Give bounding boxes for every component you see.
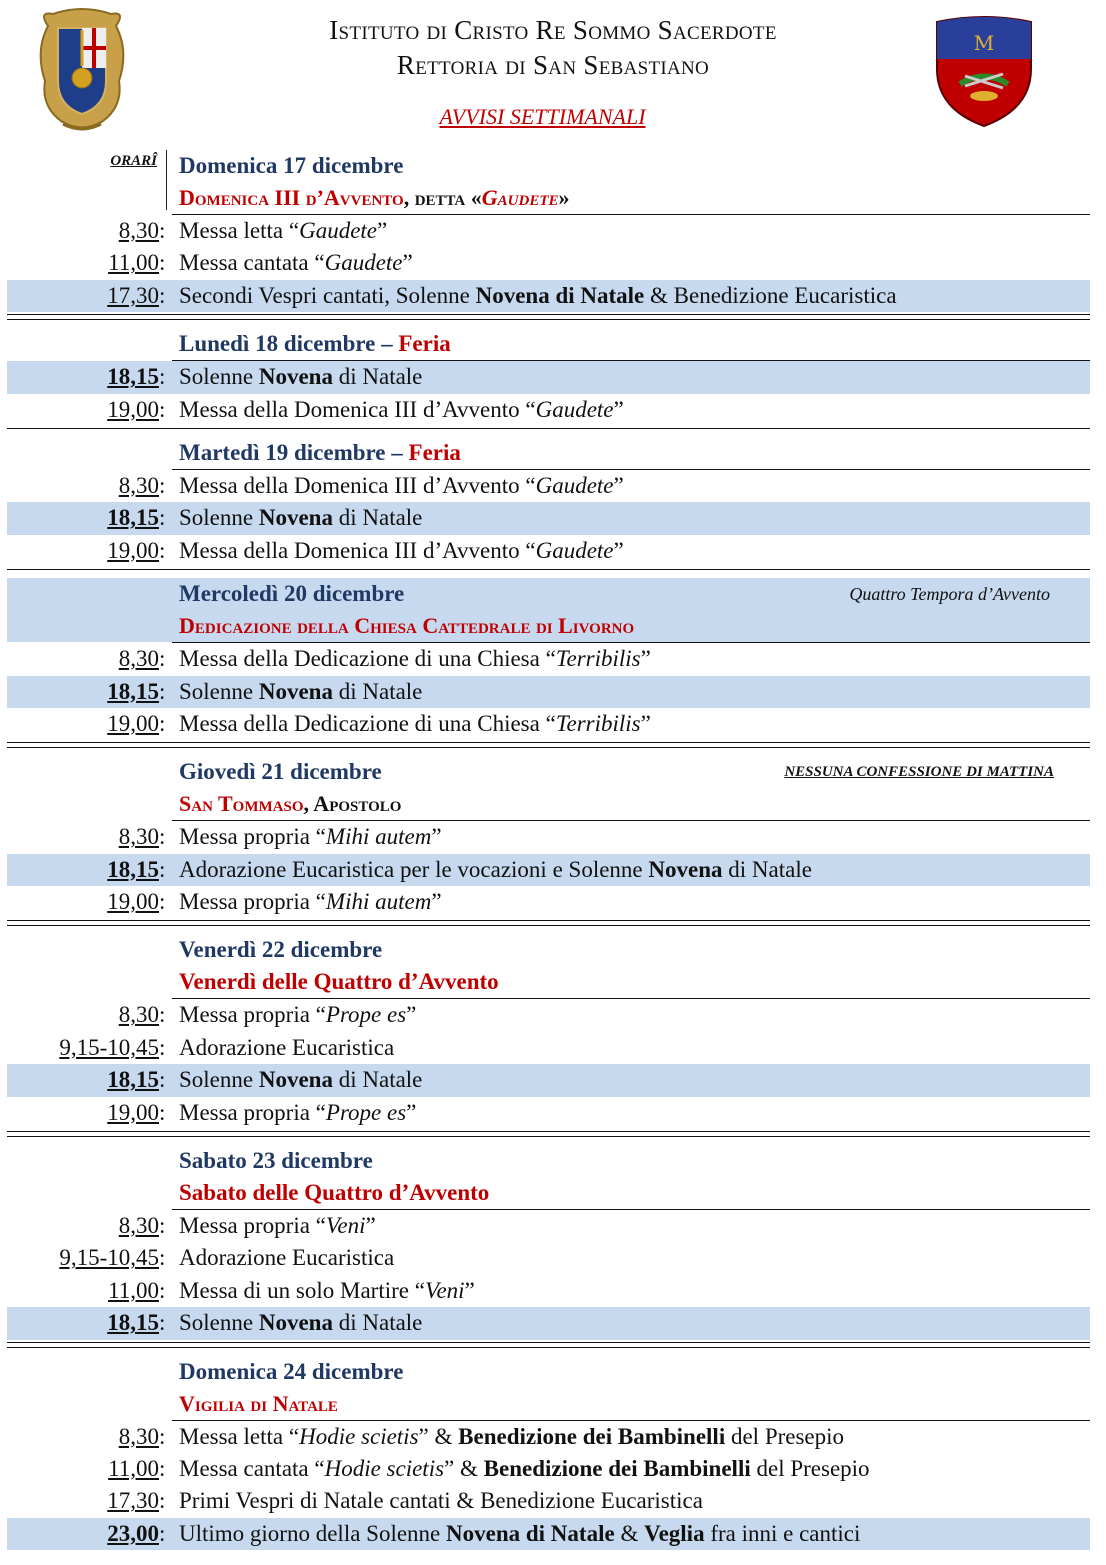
event-description: Messa propria “Prope es”: [179, 1099, 417, 1125]
time-colon: :: [159, 1067, 166, 1093]
event-time: 8,30: [118, 1002, 159, 1028]
day-name: Sabato 23 dicembre: [179, 1148, 373, 1174]
highlight-text: Benedizione dei Bambinelli: [458, 1423, 726, 1449]
day-header: [7, 1356, 1090, 1420]
highlight-text: Veglia: [644, 1520, 705, 1546]
highlight-text: Benedizione dei Bambinelli: [483, 1455, 751, 1481]
day-separator: [7, 428, 1090, 429]
time-colon: :: [159, 505, 166, 531]
mass-introit: Gaudete: [535, 396, 614, 422]
schedule-row: [7, 854, 1090, 886]
event-time: 8,30: [118, 472, 159, 498]
day-header: [7, 437, 1090, 469]
time-colon: :: [159, 537, 166, 563]
schedule-row: [7, 999, 1090, 1031]
time-colon: :: [159, 1520, 166, 1546]
time-colon: :: [159, 1099, 166, 1125]
schedule-row: [7, 643, 1090, 675]
day-name: Lunedì 18 dicembre – Feria: [179, 331, 451, 357]
event-description: Solenne Novena di Natale: [179, 1310, 423, 1336]
time-colon: :: [159, 1245, 166, 1271]
time-colon: :: [159, 364, 166, 390]
schedule-row: [7, 247, 1090, 279]
day-name: Domenica 17 dicembre: [179, 153, 404, 178]
event-time: 18,15: [107, 364, 159, 390]
time-colon: :: [159, 472, 166, 498]
event-time: 11,00: [108, 1455, 159, 1481]
day-separator: [7, 569, 1090, 570]
schedule-row: [7, 280, 1090, 312]
feast-name: Domenica III d’Avvento, detta «Gaudete»: [179, 185, 570, 210]
schedule-row: [7, 502, 1090, 534]
schedule-row: [7, 1064, 1090, 1096]
event-time: 8,30: [118, 218, 159, 243]
highlight-text: Novena: [258, 505, 333, 531]
time-colon: :: [159, 710, 166, 736]
feast-name: Dedicazione della Chiesa Cattedrale di Livorno: [179, 613, 635, 639]
schedule-column-label: ORARÎ: [110, 153, 157, 169]
schedule-row: [7, 708, 1090, 740]
feast-close: »: [558, 185, 570, 210]
event-time: 19,00: [107, 396, 159, 422]
schedule-row: [7, 1210, 1090, 1242]
mass-introit: Terribilis: [555, 710, 641, 736]
weekly-schedule: [7, 150, 1090, 1550]
day-note: NESSUNA CONFESSIONE DI MATTINA: [784, 764, 1054, 781]
event-description: Messa letta “Gaudete”: [179, 218, 388, 243]
schedule-row: [7, 470, 1090, 502]
time-colon: :: [159, 1034, 166, 1060]
highlight-text: Novena di Natale: [446, 1520, 615, 1546]
mass-introit: Gaudete: [535, 472, 614, 498]
time-colon: :: [159, 856, 166, 882]
day-header: [7, 328, 1090, 360]
event-time: 11,00: [108, 1277, 159, 1303]
highlight-text: Novena: [258, 678, 333, 704]
day-name: Martedì 19 dicembre – Feria: [179, 439, 461, 465]
event-description: Adorazione Eucaristica per le vocazioni e Solenne Novena di Natale: [179, 856, 812, 882]
mass-introit: Prope es: [325, 1099, 407, 1125]
event-time: 19,00: [107, 1099, 159, 1125]
highlight-text: Novena: [258, 1310, 333, 1336]
event-time: 17,30: [107, 1488, 159, 1514]
time-colon: :: [159, 1213, 166, 1239]
event-description: Messa propria “Mihi autem”: [179, 824, 442, 850]
event-time: 9,15-10,45: [59, 1245, 159, 1271]
schedule-row: [7, 215, 1090, 247]
mass-introit: Mihi autem: [325, 824, 432, 850]
time-colon: :: [159, 282, 166, 308]
time-colon: :: [159, 1277, 166, 1303]
event-time: 23,00: [107, 1520, 159, 1546]
event-description: Ultimo giorno della Solenne Novena di Natale & Veglia fra inni e cantici: [179, 1520, 861, 1546]
day-separator: [7, 1342, 1090, 1348]
institute-title: Istituto di Cristo Re Sommo Sacerdote: [329, 15, 777, 45]
schedule-row: [7, 1485, 1090, 1517]
event-time: 8,30: [118, 1423, 159, 1449]
time-colon: :: [159, 250, 166, 276]
schedule-row: [7, 821, 1090, 853]
schedule-row: [7, 361, 1090, 393]
day-header: [7, 578, 1090, 642]
day-header: [7, 756, 1090, 820]
time-colon: :: [159, 396, 166, 422]
day-separator: [7, 742, 1090, 748]
time-colon: :: [159, 1423, 166, 1449]
day-name: Mercoledì 20 dicembre Quattro Tempora d’Avvento: [7, 578, 1090, 610]
mass-introit: Hodie scietis: [299, 1423, 419, 1449]
highlight-text: Novena di Natale: [475, 282, 645, 308]
mass-introit: Gaudete: [324, 250, 403, 276]
time-colon: :: [159, 646, 166, 672]
mass-introit: Mihi autem: [325, 889, 432, 915]
event-description: Messa cantata “Gaudete”: [179, 250, 413, 276]
schedule-row: [7, 1242, 1090, 1274]
time-colon: :: [159, 218, 166, 243]
schedule-row: [7, 1453, 1090, 1485]
day-header: [7, 1145, 1090, 1209]
event-description: Messa della Dedicazione di una Chiesa “Terribilis”: [179, 710, 651, 736]
event-time: 18,15: [107, 505, 159, 531]
schedule-row: [7, 676, 1090, 708]
event-time: 11,00: [108, 250, 159, 276]
time-colon: :: [159, 824, 166, 850]
event-time: 19,00: [107, 537, 159, 563]
feast-italic: Gaudete: [481, 185, 559, 210]
event-description: Solenne Novena di Natale: [179, 505, 423, 531]
event-description: Messa letta “Hodie scietis” & Benedizione dei Bambinelli del Presepio: [179, 1423, 845, 1449]
event-description: Messa propria “Veni”: [179, 1213, 376, 1239]
event-description: Adorazione Eucaristica: [179, 1034, 395, 1060]
event-time: 18,15: [107, 1310, 159, 1336]
event-time: 19,00: [107, 889, 159, 915]
event-time: 8,30: [118, 824, 159, 850]
day-name: Giovedì 21 dicembre NESSUNA CONFESSIONE DI MATTINA: [7, 756, 1090, 788]
highlight-text: Novena: [258, 1067, 333, 1093]
time-colon: :: [159, 1455, 166, 1481]
schedule-row: [7, 535, 1090, 567]
event-description: Messa propria “Prope es”: [179, 1002, 417, 1028]
mass-introit: Veni: [325, 1213, 366, 1239]
day-note: Quattro Tempora d’Avvento: [849, 584, 1050, 605]
feria-label: Feria: [408, 439, 461, 465]
time-colon: :: [159, 889, 166, 915]
event-description: Messa di un solo Martire “Veni”: [179, 1277, 475, 1303]
highlight-text: Novena: [648, 856, 723, 882]
mass-introit: Hodie scietis: [324, 1455, 445, 1481]
time-colon: :: [159, 1310, 166, 1336]
event-time: 18,15: [107, 856, 159, 882]
event-time: 17,30: [107, 282, 159, 308]
day-header: [7, 150, 1090, 214]
feast-suffix: , Apostolo: [303, 791, 402, 817]
time-colon: :: [159, 1002, 166, 1028]
mass-introit: Prope es: [325, 1002, 407, 1028]
feast-name: Sabato delle Quattro d’Avvento: [179, 1180, 490, 1206]
schedule-row: [7, 886, 1090, 918]
event-time: 8,30: [118, 1213, 159, 1239]
schedule-row: [7, 1032, 1090, 1064]
event-time: 18,15: [107, 678, 159, 704]
event-description: Adorazione Eucaristica: [179, 1245, 395, 1271]
day-name: Domenica 24 dicembre: [179, 1358, 404, 1384]
event-description: Messa della Dedicazione di una Chiesa “Terribilis”: [179, 646, 651, 672]
event-time: 9,15-10,45: [59, 1034, 159, 1060]
event-description: Messa propria “Mihi autem”: [179, 889, 442, 915]
feast-name: Venerdì delle Quattro d’Avvento: [179, 969, 499, 995]
feast-name: Vigilia di Natale: [179, 1390, 338, 1416]
schedule-row: [7, 1518, 1090, 1550]
event-description: Secondi Vespri cantati, Solenne Novena di Natale & Benedizione Eucaristica: [179, 282, 897, 308]
day-separator: [7, 314, 1090, 320]
event-time: 8,30: [118, 646, 159, 672]
time-colon: :: [159, 1488, 166, 1514]
event-description: Messa della Domenica III d’Avvento “Gaudete”: [179, 396, 624, 422]
event-description: Messa cantata “Hodie scietis” & Benedizione dei Bambinelli del Presepio: [179, 1455, 870, 1481]
mass-introit: Gaudete: [299, 218, 377, 243]
rectory-title: Rettoria di San Sebastiano: [396, 50, 710, 80]
event-description: Messa della Domenica III d’Avvento “Gaudete”: [179, 472, 624, 498]
feria-label: Feria: [398, 331, 451, 357]
event-time: 18,15: [107, 1067, 159, 1093]
event-time: 19,00: [107, 710, 159, 736]
rectory-shield-icon: [935, 14, 1033, 129]
highlight-text: Novena: [258, 364, 333, 390]
event-description: Solenne Novena di Natale: [179, 364, 423, 390]
mass-introit: Veni: [424, 1277, 465, 1303]
schedule-row: [7, 1421, 1090, 1453]
event-description: Messa della Domenica III d’Avvento “Gaudete”: [179, 537, 624, 563]
event-description: Solenne Novena di Natale: [179, 678, 423, 704]
notices-heading: AVVISI SETTIMANALI: [439, 104, 646, 129]
feast-suffix: , detta «: [403, 185, 482, 210]
schedule-row: [7, 1307, 1090, 1339]
time-colon: :: [159, 678, 166, 704]
schedule-row: [7, 1275, 1090, 1307]
mass-introit: Gaudete: [535, 537, 614, 563]
event-description: Solenne Novena di Natale: [179, 1067, 423, 1093]
feast-name: San Tommaso, Apostolo: [179, 791, 402, 817]
schedule-row: [7, 394, 1090, 426]
event-description: Primi Vespri di Natale cantati & Benedizione Eucaristica: [179, 1488, 703, 1514]
day-header: [7, 934, 1090, 998]
svg-text:M: M: [973, 31, 995, 55]
day-separator: [7, 920, 1090, 926]
day-name: Venerdì 22 dicembre: [179, 937, 383, 963]
day-separator: [7, 1131, 1090, 1137]
mass-introit: Terribilis: [555, 646, 641, 672]
schedule-row: [7, 1097, 1090, 1129]
